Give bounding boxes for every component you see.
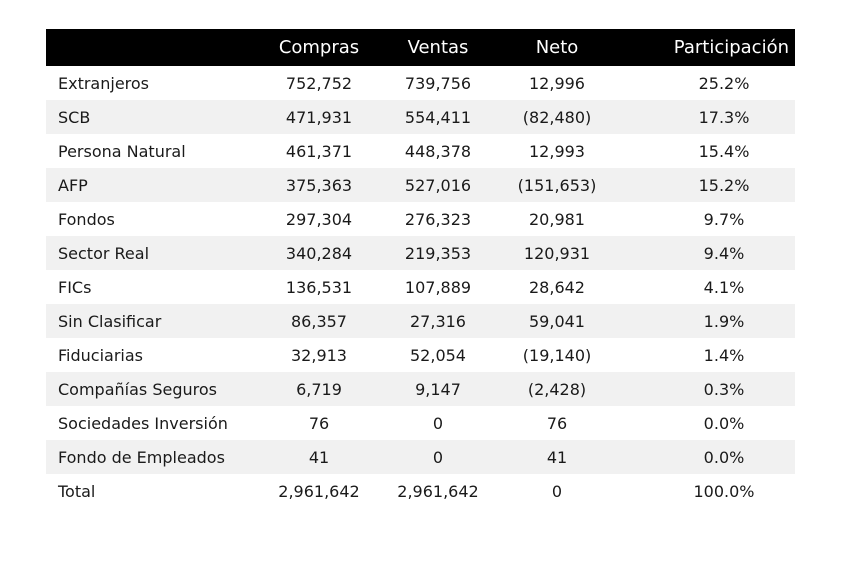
cell-ventas: 107,889: [379, 270, 497, 304]
table-row: [46, 66, 795, 100]
cell-participacion: 9.7%: [617, 202, 795, 236]
cell-segment: FICs: [46, 270, 259, 304]
cell-participacion: 15.4%: [617, 134, 795, 168]
cell-participacion-total: 100.0%: [617, 474, 795, 508]
cell-segment: Fiduciarias: [46, 338, 259, 372]
cell-neto-total: 0: [497, 474, 617, 508]
cell-segment: Sector Real: [46, 236, 259, 270]
cell-ventas: 9,147: [379, 372, 497, 406]
cell-neto: 41: [497, 440, 617, 474]
cell-compras: 86,357: [259, 304, 379, 338]
table-row: [46, 202, 795, 236]
cell-ventas: 276,323: [379, 202, 497, 236]
cell-ventas: 448,378: [379, 134, 497, 168]
cell-compras: 297,304: [259, 202, 379, 236]
table-row: [46, 168, 795, 202]
table-row: [46, 304, 795, 338]
cell-compras: 32,913: [259, 338, 379, 372]
cell-participacion: 25.2%: [617, 66, 795, 100]
table-row: [46, 440, 795, 474]
cell-ventas: 739,756: [379, 66, 497, 100]
participation-table-container: [46, 29, 795, 508]
cell-segment: Fondo de Empleados: [46, 440, 259, 474]
cell-compras-total: 2,961,642: [259, 474, 379, 508]
cell-compras: 76: [259, 406, 379, 440]
cell-ventas: 527,016: [379, 168, 497, 202]
table-header-row: [46, 29, 795, 66]
cell-neto: (19,140): [497, 338, 617, 372]
cell-compras: 340,284: [259, 236, 379, 270]
cell-neto: 120,931: [497, 236, 617, 270]
cell-ventas: 52,054: [379, 338, 497, 372]
header-participacion: Participación: [617, 29, 795, 66]
cell-neto: (151,653): [497, 168, 617, 202]
header-compras: Compras: [259, 29, 379, 66]
cell-ventas: 0: [379, 406, 497, 440]
cell-compras: 471,931: [259, 100, 379, 134]
table-row: [46, 236, 795, 270]
header-ventas: Ventas: [379, 29, 497, 66]
participation-table: [46, 29, 795, 508]
cell-participacion: 0.3%: [617, 372, 795, 406]
cell-participacion: 1.9%: [617, 304, 795, 338]
cell-participacion: 0.0%: [617, 440, 795, 474]
table-row: [46, 372, 795, 406]
cell-neto: 12,993: [497, 134, 617, 168]
cell-ventas: 219,353: [379, 236, 497, 270]
cell-neto: 28,642: [497, 270, 617, 304]
cell-segment: AFP: [46, 168, 259, 202]
table-total-row: [46, 474, 795, 508]
table-row: [46, 100, 795, 134]
cell-ventas: 0: [379, 440, 497, 474]
cell-participacion: 17.3%: [617, 100, 795, 134]
header-segment: [46, 29, 259, 66]
cell-segment: Extranjeros: [46, 66, 259, 100]
cell-segment: SCB: [46, 100, 259, 134]
cell-participacion: 0.0%: [617, 406, 795, 440]
cell-compras: 752,752: [259, 66, 379, 100]
cell-compras: 375,363: [259, 168, 379, 202]
cell-compras: 461,371: [259, 134, 379, 168]
cell-segment-total: Total: [46, 474, 259, 508]
cell-participacion: 1.4%: [617, 338, 795, 372]
header-neto: Neto: [497, 29, 617, 66]
cell-neto: 12,996: [497, 66, 617, 100]
cell-neto: (2,428): [497, 372, 617, 406]
cell-compras: 136,531: [259, 270, 379, 304]
cell-neto: 59,041: [497, 304, 617, 338]
cell-segment: Fondos: [46, 202, 259, 236]
table-row: [46, 270, 795, 304]
cell-ventas: 554,411: [379, 100, 497, 134]
table-row: [46, 134, 795, 168]
cell-segment: Compañías Seguros: [46, 372, 259, 406]
cell-segment: Persona Natural: [46, 134, 259, 168]
cell-participacion: 4.1%: [617, 270, 795, 304]
cell-participacion: 15.2%: [617, 168, 795, 202]
table-row: [46, 338, 795, 372]
cell-segment: Sin Clasificar: [46, 304, 259, 338]
cell-compras: 6,719: [259, 372, 379, 406]
table-row: [46, 406, 795, 440]
cell-segment: Sociedades Inversión: [46, 406, 259, 440]
cell-ventas-total: 2,961,642: [379, 474, 497, 508]
cell-compras: 41: [259, 440, 379, 474]
cell-neto: 20,981: [497, 202, 617, 236]
cell-neto: (82,480): [497, 100, 617, 134]
cell-ventas: 27,316: [379, 304, 497, 338]
cell-participacion: 9.4%: [617, 236, 795, 270]
cell-neto: 76: [497, 406, 617, 440]
